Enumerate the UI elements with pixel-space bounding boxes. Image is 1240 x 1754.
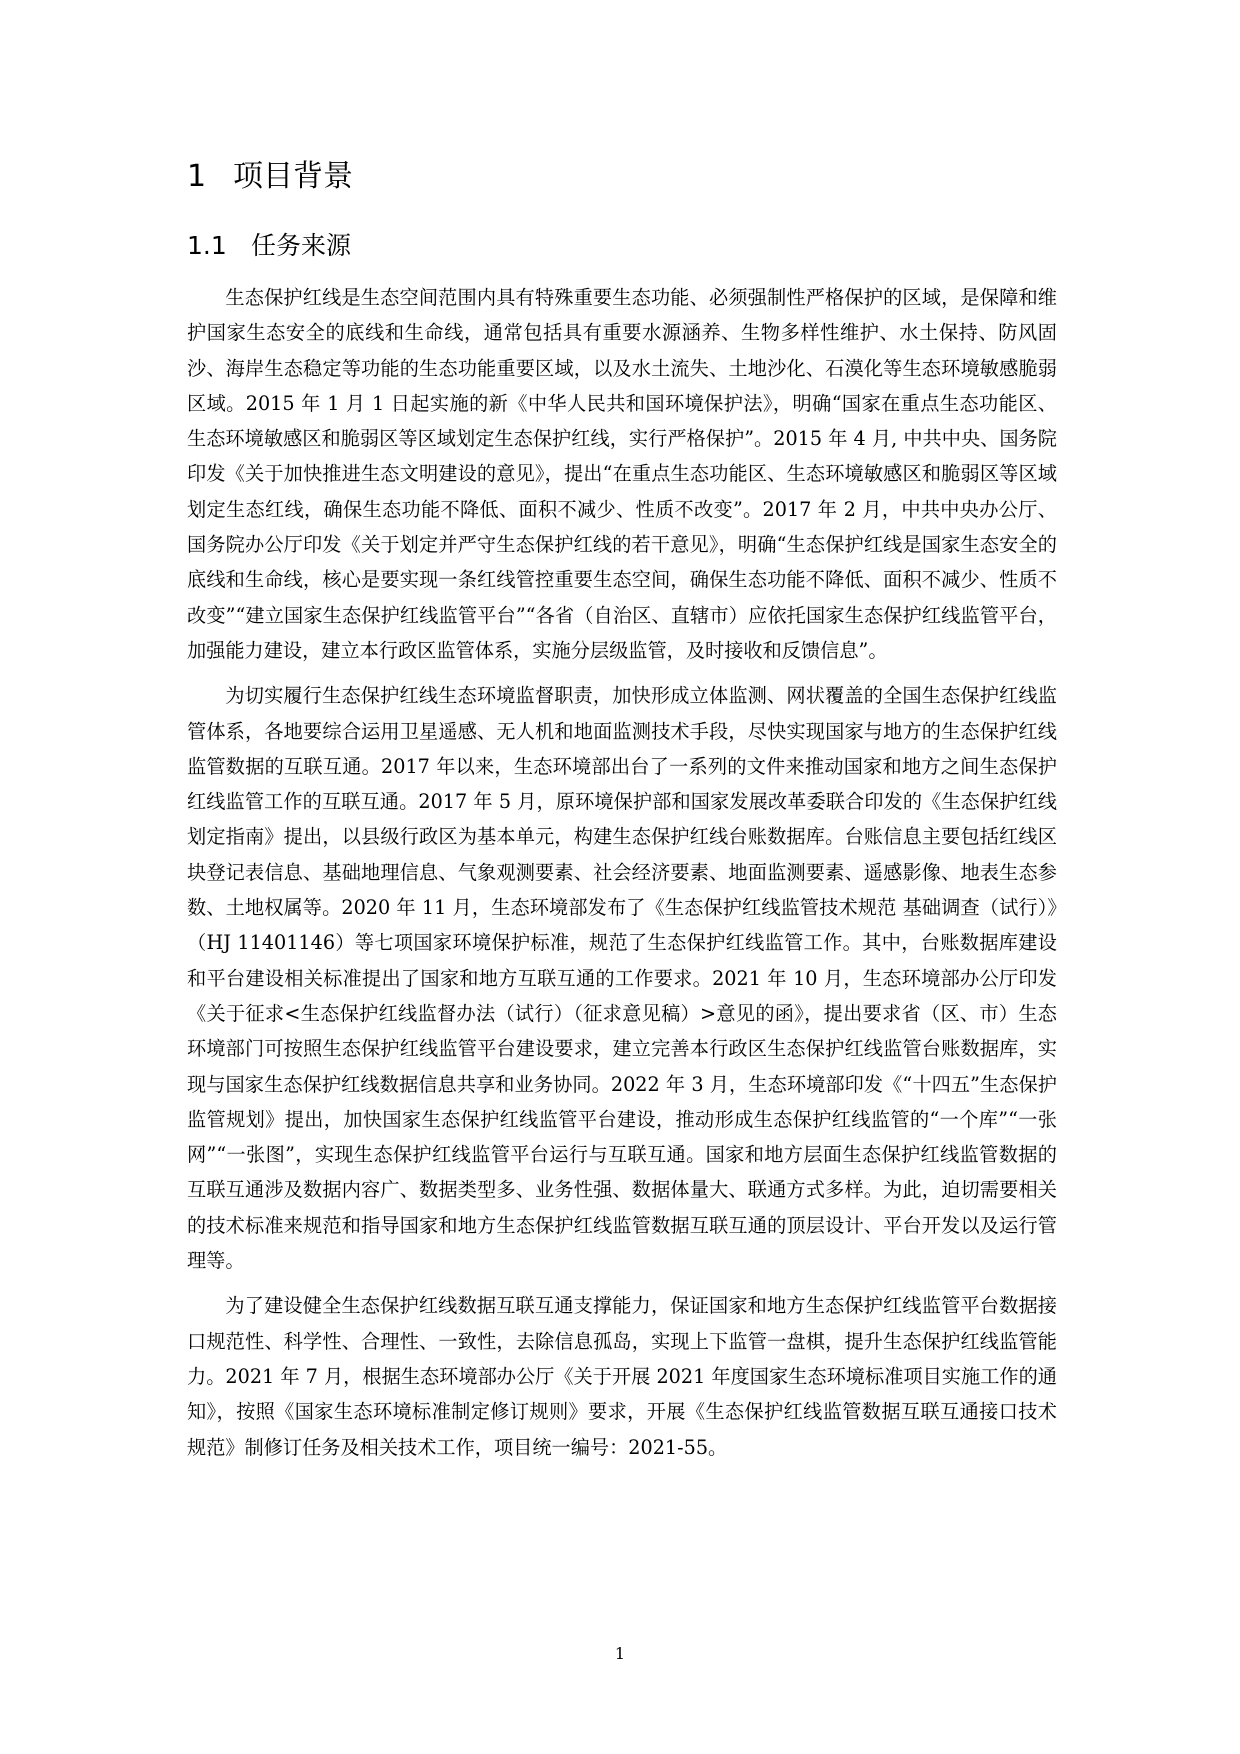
page-number: 1 — [614, 1644, 626, 1663]
subsection-number: 1.1 — [187, 231, 227, 260]
section-heading-1 — [187, 150, 1057, 204]
section-title: 项目背景 — [233, 159, 353, 194]
body-paragraph-1: 生态保护红线是生态空间范围内具有特殊重要生态功能、必须强制性严格保护的区域，是保障和维护国家生态安全的底线和生命线，通常包括具有重要水源涵养、生物多样性维护、水土保持、防风固沙、海岸生态稳定等功能的生态功能重要区域，以及水土流失、土地沙化、石漠化等生态环境敏感脆弱区域。2015 年 1 月 1 日起实施的新《中华人民共和国环境保护法》，明确“国家在重点生态功能区、生态环境敏感区和脆弱区等区域划定生态保护红线，实行严格保护”。2015 年 4 月, 中共中央、国务院印发《关于加快推进生态文明建设的意见》，提出“在重点生态功能区、生态环境敏感区和脆弱区等区域划定生态红线，确保生态功能不降低、面积不减少、性质不改变”。2017 年 2 月，中共中央办公厅、国务院办公厅印发《关于划定并严守生态保护红线的若干意见》，明确“生态保护红线是国家生态安全的底线和生命线，核心是要实现一条红线管控重要生态空间，确保生态功能不降低、面积不减少、性质不改变”“建立国家生态保护红线监管平台”“各省（自治区、直辖市）应依托国家生态保护红线监管平台，加强能力建设，建立本行政区监管体系，实施分层级监管，及时接收和反馈信息”。 — [187, 286, 1057, 662]
page-content — [187, 150, 1057, 1465]
subsection-heading — [187, 224, 1057, 268]
subsection-title: 任务来源 — [251, 231, 352, 260]
section-number: 1 — [187, 159, 207, 194]
body-paragraph-3: 为了建设健全生态保护红线数据互联互通支撑能力，保证国家和地方生态保护红线监管平台数据接口规范性、科学性、合理性、一致性，去除信息孤岛，实现上下监管一盘棋，提升生态保护红线监管能力。2021 年 7 月，根据生态环境部办公厅《关于开展 2021 年度国家生态环境标准项目实施工作的通知》，按照《国家生态环境标准制定修订规则》要求，开展《生态保护红线监管数据互联互通接口技术规范》制修订任务及相关技术工作，项目统一编号：2021-55。 — [187, 1294, 1057, 1459]
body-paragraph-2: 为切实履行生态保护红线生态环境监督职责，加快形成立体监测、网状覆盖的全国生态保护红线监管体系，各地要综合运用卫星遥感、无人机和地面监测技术手段，尽快实现国家与地方的生态保护红线监管数据的互联互通。2017 年以来，生态环境部出台了一系列的文件来推动国家和地方之间生态保护红线监管工作的互联互通。2017 年 5 月，原环境保护部和国家发展改革委联合印发的《生态保护红线划定指南》提出，以县级行政区为基本单元，构建生态保护红线台账数据库。台账信息主要包括红线区块登记表信息、基础地理信息、气象观测要素、社会经济要素、地面监测要素、遥感影像、地表生态参数、土地权属等。2020 年 11 月，生态环境部发布了《生态保护红线监管技术规范 基础调查（试行）》（HJ 11401146）等七项国家环境保护标准，规范了生态保护红线监管工作。其中，台账数据库建设和平台建设相关标准提出了国家和地方互联互通的工作要求。2021 年 10 月，生态环境部办公厅印发《关于征求<生态保护红线监督办法（试行）（征求意见稿）>意见的函》，提出要求省（区、市）生态环境部门可按照生态保护红线监管平台建设要求，建立完善本行政区生态保护红线监管台账数据库，实现与国家生态保护红线数据信息共享和业务协同。2022 年 3 月，生态环境部印发《“十四五”生态保护监管规划》提出，加快国家生态保护红线监管平台建设，推动形成生态保护红线监管的“一个库”“一张网”“一张图”，实现生态保护红线监管平台运行与互联互通。国家和地方层面生态保护红线监管数据的互联互通涉及数据内容广、数据类型多、业务性强、数据体量大、联通方式多样。为此，迫切需要相关的技术标准来规范和指导国家和地方生态保护红线监管数据互联互通的顶层设计、平台开发以及运行管理等。 — [187, 684, 1057, 1273]
